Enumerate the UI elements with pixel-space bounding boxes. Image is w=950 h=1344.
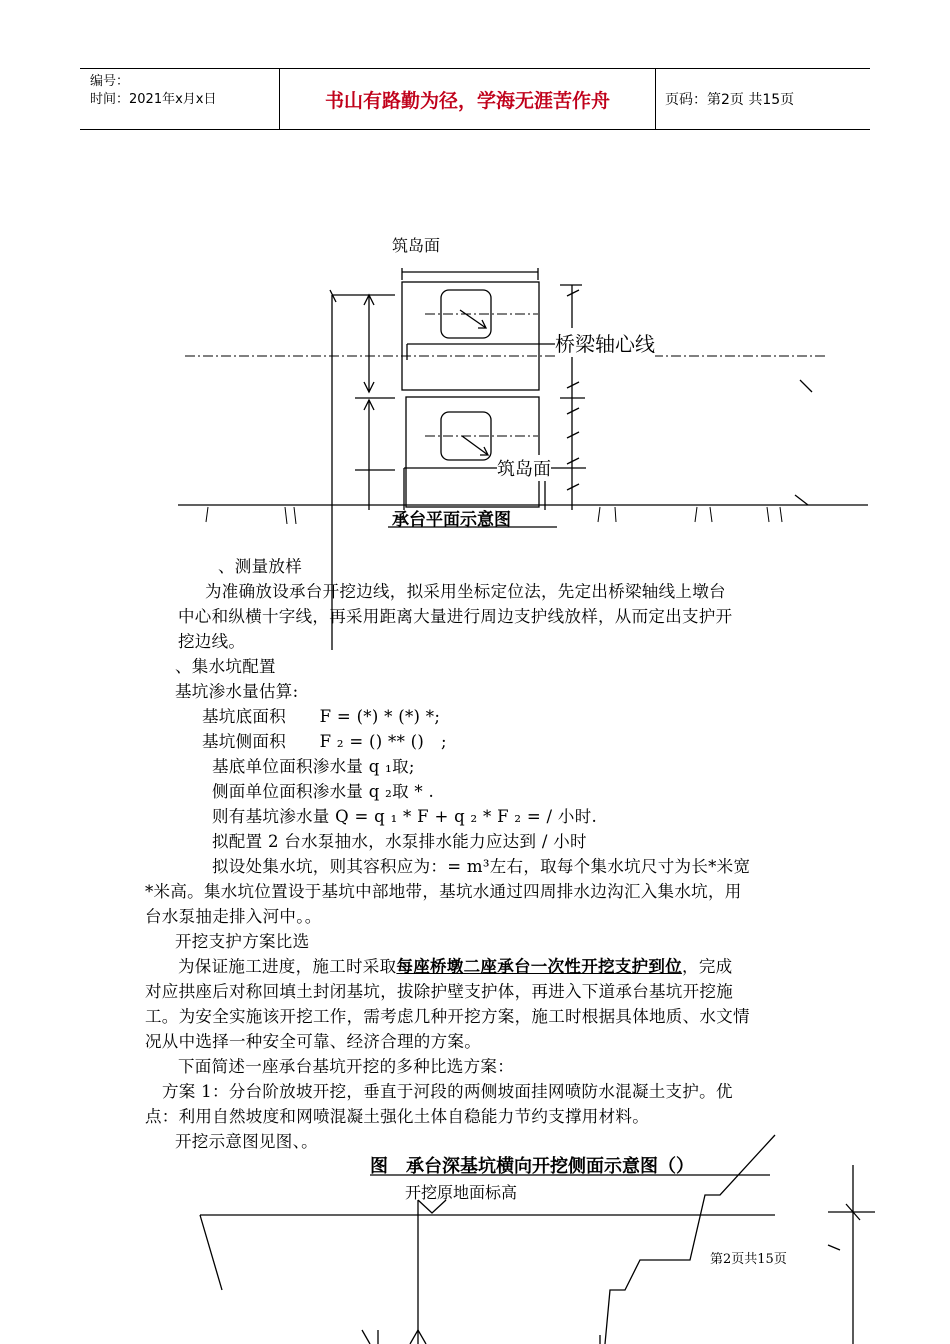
formula-line: 侧面单位面积渗水量 q ₂取 * . <box>212 782 435 801</box>
figure1-axis-label: 桥梁轴心线 <box>555 328 655 357</box>
body-line: 基坑渗水量估算: <box>175 682 299 701</box>
header-motto: 书山有路勤为径，学海无涯苦作舟 <box>280 69 656 129</box>
formula-line: 则有基坑渗水量 Q = q ₁ * F + q ₂ * F ₂ = / 小时. <box>212 807 598 826</box>
body-line: 工。为安全实施该开挖工作，需考虑几种开挖方案，施工时根据具体地质、水文情 <box>145 1007 750 1026</box>
body-text: 为保证施工进度，施工时采取 <box>178 957 397 976</box>
footer-page-number: 第2页共15页 <box>710 1252 787 1267</box>
figure1-bottom-label: 筑岛面 <box>497 455 551 481</box>
body-line: 况从中选择一种安全可靠、经济合理的方案。 <box>145 1032 481 1051</box>
figure2-ground-label: 开挖原地面标高 <box>405 1183 518 1202</box>
time-label: 时间：2021年x月x日 <box>90 92 217 107</box>
body-line: 对应拱座后对称回填土封闭基坑，拔除护壁支护体，再进入下道承台基坑开挖施 <box>145 982 733 1001</box>
emphasis-text: 每座桥墩二座承台一次性开挖支护到位 <box>396 957 683 976</box>
figure2-caption: 图 承台深基坑横向开挖侧面示意图（） <box>370 1156 694 1177</box>
section-sump: 、集水坑配置 <box>175 657 276 676</box>
body-line: 点：利用自然坡度和网喷混凝土强化土体自稳能力节约支撑用材料。 <box>145 1107 649 1126</box>
body-line: 中心和纵横十字线，再采用距离大量进行周边支护线放样，从而定出支护开 <box>178 607 733 626</box>
number-label: 编号： <box>90 74 130 89</box>
figure1-caption: 承台平面示意图 <box>392 510 511 530</box>
figure1-top-label: 筑岛面 <box>392 236 441 255</box>
formula-line: 基坑底面积 F = (*) * (*) *; <box>202 707 441 726</box>
body-line: 方案 1：分台阶放坡开挖，垂直于河段的两侧坡面挂网喷防水混凝土支护。优 <box>162 1082 733 1101</box>
header-page-info: 页码：第2页 共15页 <box>665 92 795 108</box>
body-line: *米高。集水坑位置设于基坑中部地带，基坑水通过四周排水边沟汇入集水坑，用 <box>145 882 742 901</box>
body-line: 开挖示意图见图、。 <box>175 1132 318 1151</box>
formula-line: 基坑侧面积 F ₂ = () ** () ; <box>202 732 447 751</box>
body-line: 为准确放设承台开挖边线，拟采用坐标定位法，先定出桥梁轴线上墩台 <box>205 582 726 601</box>
section-scheme-comparison: 开挖支护方案比选 <box>175 932 310 951</box>
body-line <box>178 955 732 979</box>
section-surveying: 、测量放样 <box>218 557 302 576</box>
body-text: ，完成 <box>682 957 733 976</box>
body-line: 台水泵抽走排入河中。。 <box>145 907 322 926</box>
formula-line: 基底单位面积渗水量 q ₁取; <box>212 757 415 776</box>
body-line: 下面简述一座承台基坑开挖的多种比选方案： <box>178 1057 514 1076</box>
body-line: 拟配置 2 台水泵抽水，水泵排水能力应达到 / 小时 <box>212 832 587 851</box>
body-line: 拟设处集水坑，则其容积应为：= m³左右，取每个集水坑尺寸为长*米宽 <box>212 857 751 876</box>
body-line: 挖边线。 <box>178 632 246 651</box>
